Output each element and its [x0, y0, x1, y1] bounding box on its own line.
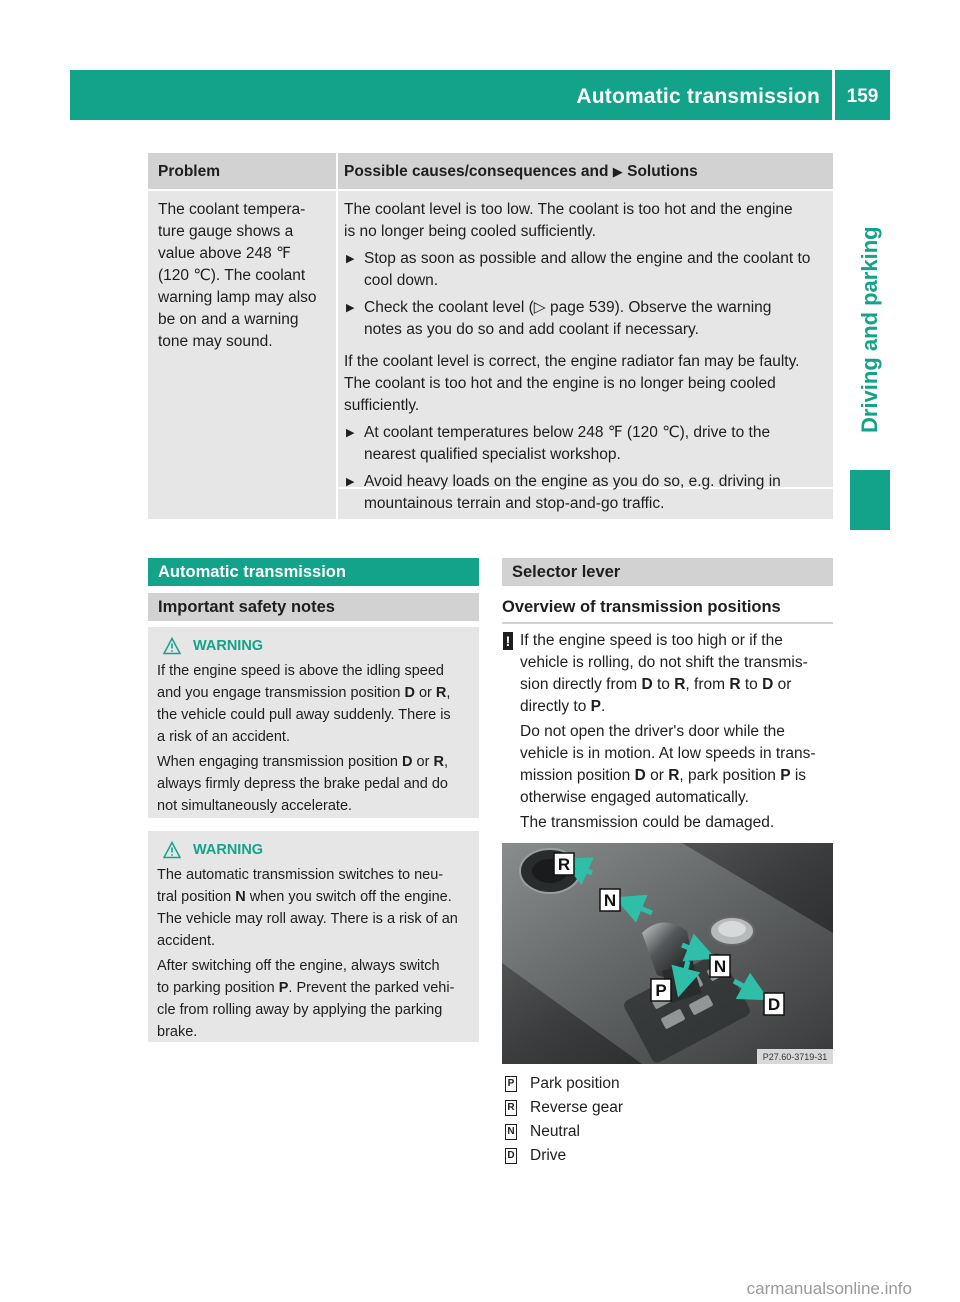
list-item: N Neutral: [505, 1120, 623, 1144]
label-r: R: [557, 855, 571, 874]
section-title-automatic-transmission: Automatic transmission: [148, 558, 479, 586]
arrow-icon: ▶: [612, 164, 623, 179]
warning-text: When engaging transmission position D or R, always firmly depress the brake pedal and do not simultaneously accelerate.: [157, 754, 448, 814]
notice-text: If the engine speed is too high or if the vehicle is rolling, do not shift the transmis- sion directly from D to R, from R to D or directly to P.: [520, 632, 808, 715]
divider: [502, 622, 833, 624]
list-item: ▶ Stop as soon as possible and allow the engine and the coolant to cool down.: [344, 248, 828, 292]
overview-title: Overview of transmission positions: [502, 598, 781, 616]
warning-text: The automatic transmission switches to neu- tral position N when you switch off the engine. The vehicle may roll away. There is a risk of an accident.: [157, 867, 458, 949]
page-number-box: [835, 70, 890, 120]
legend-key-d: D: [505, 1148, 517, 1164]
gear-selector-illustration: [502, 843, 833, 1064]
label-d: D: [767, 995, 781, 1014]
column-header-solutions: Possible causes/consequences and ▶ Solutions: [344, 163, 698, 180]
warning-box-2: [148, 831, 479, 1042]
table-cell-cause-1: The coolant level is too low. The coolant is too hot and the engine is no longer being cooled sufficiently. ▶ Stop as soon as possible and allow the engine and the coolant to cool down. ▶ Check the coolant level (▷ page 539). Observe the warning notes as you do so and add coolant if necessary.: [344, 199, 828, 341]
list-item: ▶ At coolant temperatures below 248 ℉ (120 ℃), drive to the nearest qualified specialist workshop.: [344, 422, 828, 466]
exclamation-icon: !: [503, 632, 513, 650]
notice-text: The transmission could be damaged.: [520, 814, 775, 831]
table-column-divider: [336, 153, 338, 519]
footer-watermark: carmanualsonline.info: [746, 1279, 912, 1298]
legend-key-n: N: [505, 1124, 517, 1140]
list-item: ▶ Avoid heavy loads on the engine as you do so, e.g. driving in mountainous terrain and stop-and-go traffic.: [344, 471, 828, 515]
warning-heading: WARNING: [157, 635, 472, 657]
warning-triangle-icon: [163, 841, 181, 859]
list-item: ▶ Check the coolant level (▷ page 539). Observe the warning notes as you do so and add coolant if necessary.: [344, 297, 828, 341]
warning-triangle-icon: [163, 637, 181, 655]
label-n-1: N: [603, 891, 617, 910]
header-title: Automatic transmission: [576, 85, 820, 108]
notice-text: Do not open the driver's door while the vehicle is in motion. At low speeds in trans- mission position D or R, park position P is otherwise engaged automatically.: [520, 723, 816, 806]
list-item: P Park position: [505, 1072, 623, 1096]
section-title-selector-lever: Selector lever: [502, 558, 833, 586]
warning-box-1: [148, 627, 479, 818]
page-number: 159: [846, 86, 879, 107]
image-code: P27.60-3719-31: [762, 1052, 828, 1062]
list-item: D Drive: [505, 1144, 623, 1168]
side-tab-label: Driving and parking: [857, 226, 882, 433]
warning-text: If the engine speed is above the idling speed and you engage transmission position D or R, the vehicle could pull away suddenly. There is a risk of an accident.: [157, 663, 451, 745]
legend-key-p: P: [505, 1076, 517, 1092]
column-header-problem: Problem: [158, 163, 221, 180]
table-cell-cause-2: If the coolant level is correct, the engine radiator fan may be faulty. The coolant is too hot and the engine is no longer being cooled sufficiently. ▶ At coolant temperatures below 248 ℉ (120 ℃), drive to the nearest qualified specialist workshop. ▶ Avoid heavy loads on the engine as you do so, e.g. driving in mountainous terrain and stop-and-go traffic.: [344, 351, 828, 515]
list-item: R Reverse gear: [505, 1096, 623, 1120]
header-bar: [70, 70, 832, 120]
subsection-title-safety-notes: Important safety notes: [148, 593, 479, 621]
table-header: [148, 153, 833, 191]
warning-heading: WARNING: [157, 839, 472, 861]
troubleshooting-table: [148, 153, 833, 519]
legend-key-r: R: [505, 1100, 517, 1116]
label-n-2: N: [713, 957, 727, 976]
notice-block: [503, 630, 833, 837]
position-legend: [505, 1072, 623, 1168]
label-p: P: [655, 981, 667, 1000]
side-tab-marker: [850, 470, 890, 530]
warning-text: After switching off the engine, always switch to parking position P. Prevent the parked vehi- cle from rolling away by applying the parking brake.: [157, 958, 455, 1040]
side-tab: [850, 120, 890, 465]
selector-lever-photo: [502, 843, 833, 1064]
table-cell-problem: The coolant tempera- ture gauge shows a value above 248 ℉ (120 ℃). The coolant warning lamp may also be on and a warning tone may sound.: [158, 201, 317, 350]
